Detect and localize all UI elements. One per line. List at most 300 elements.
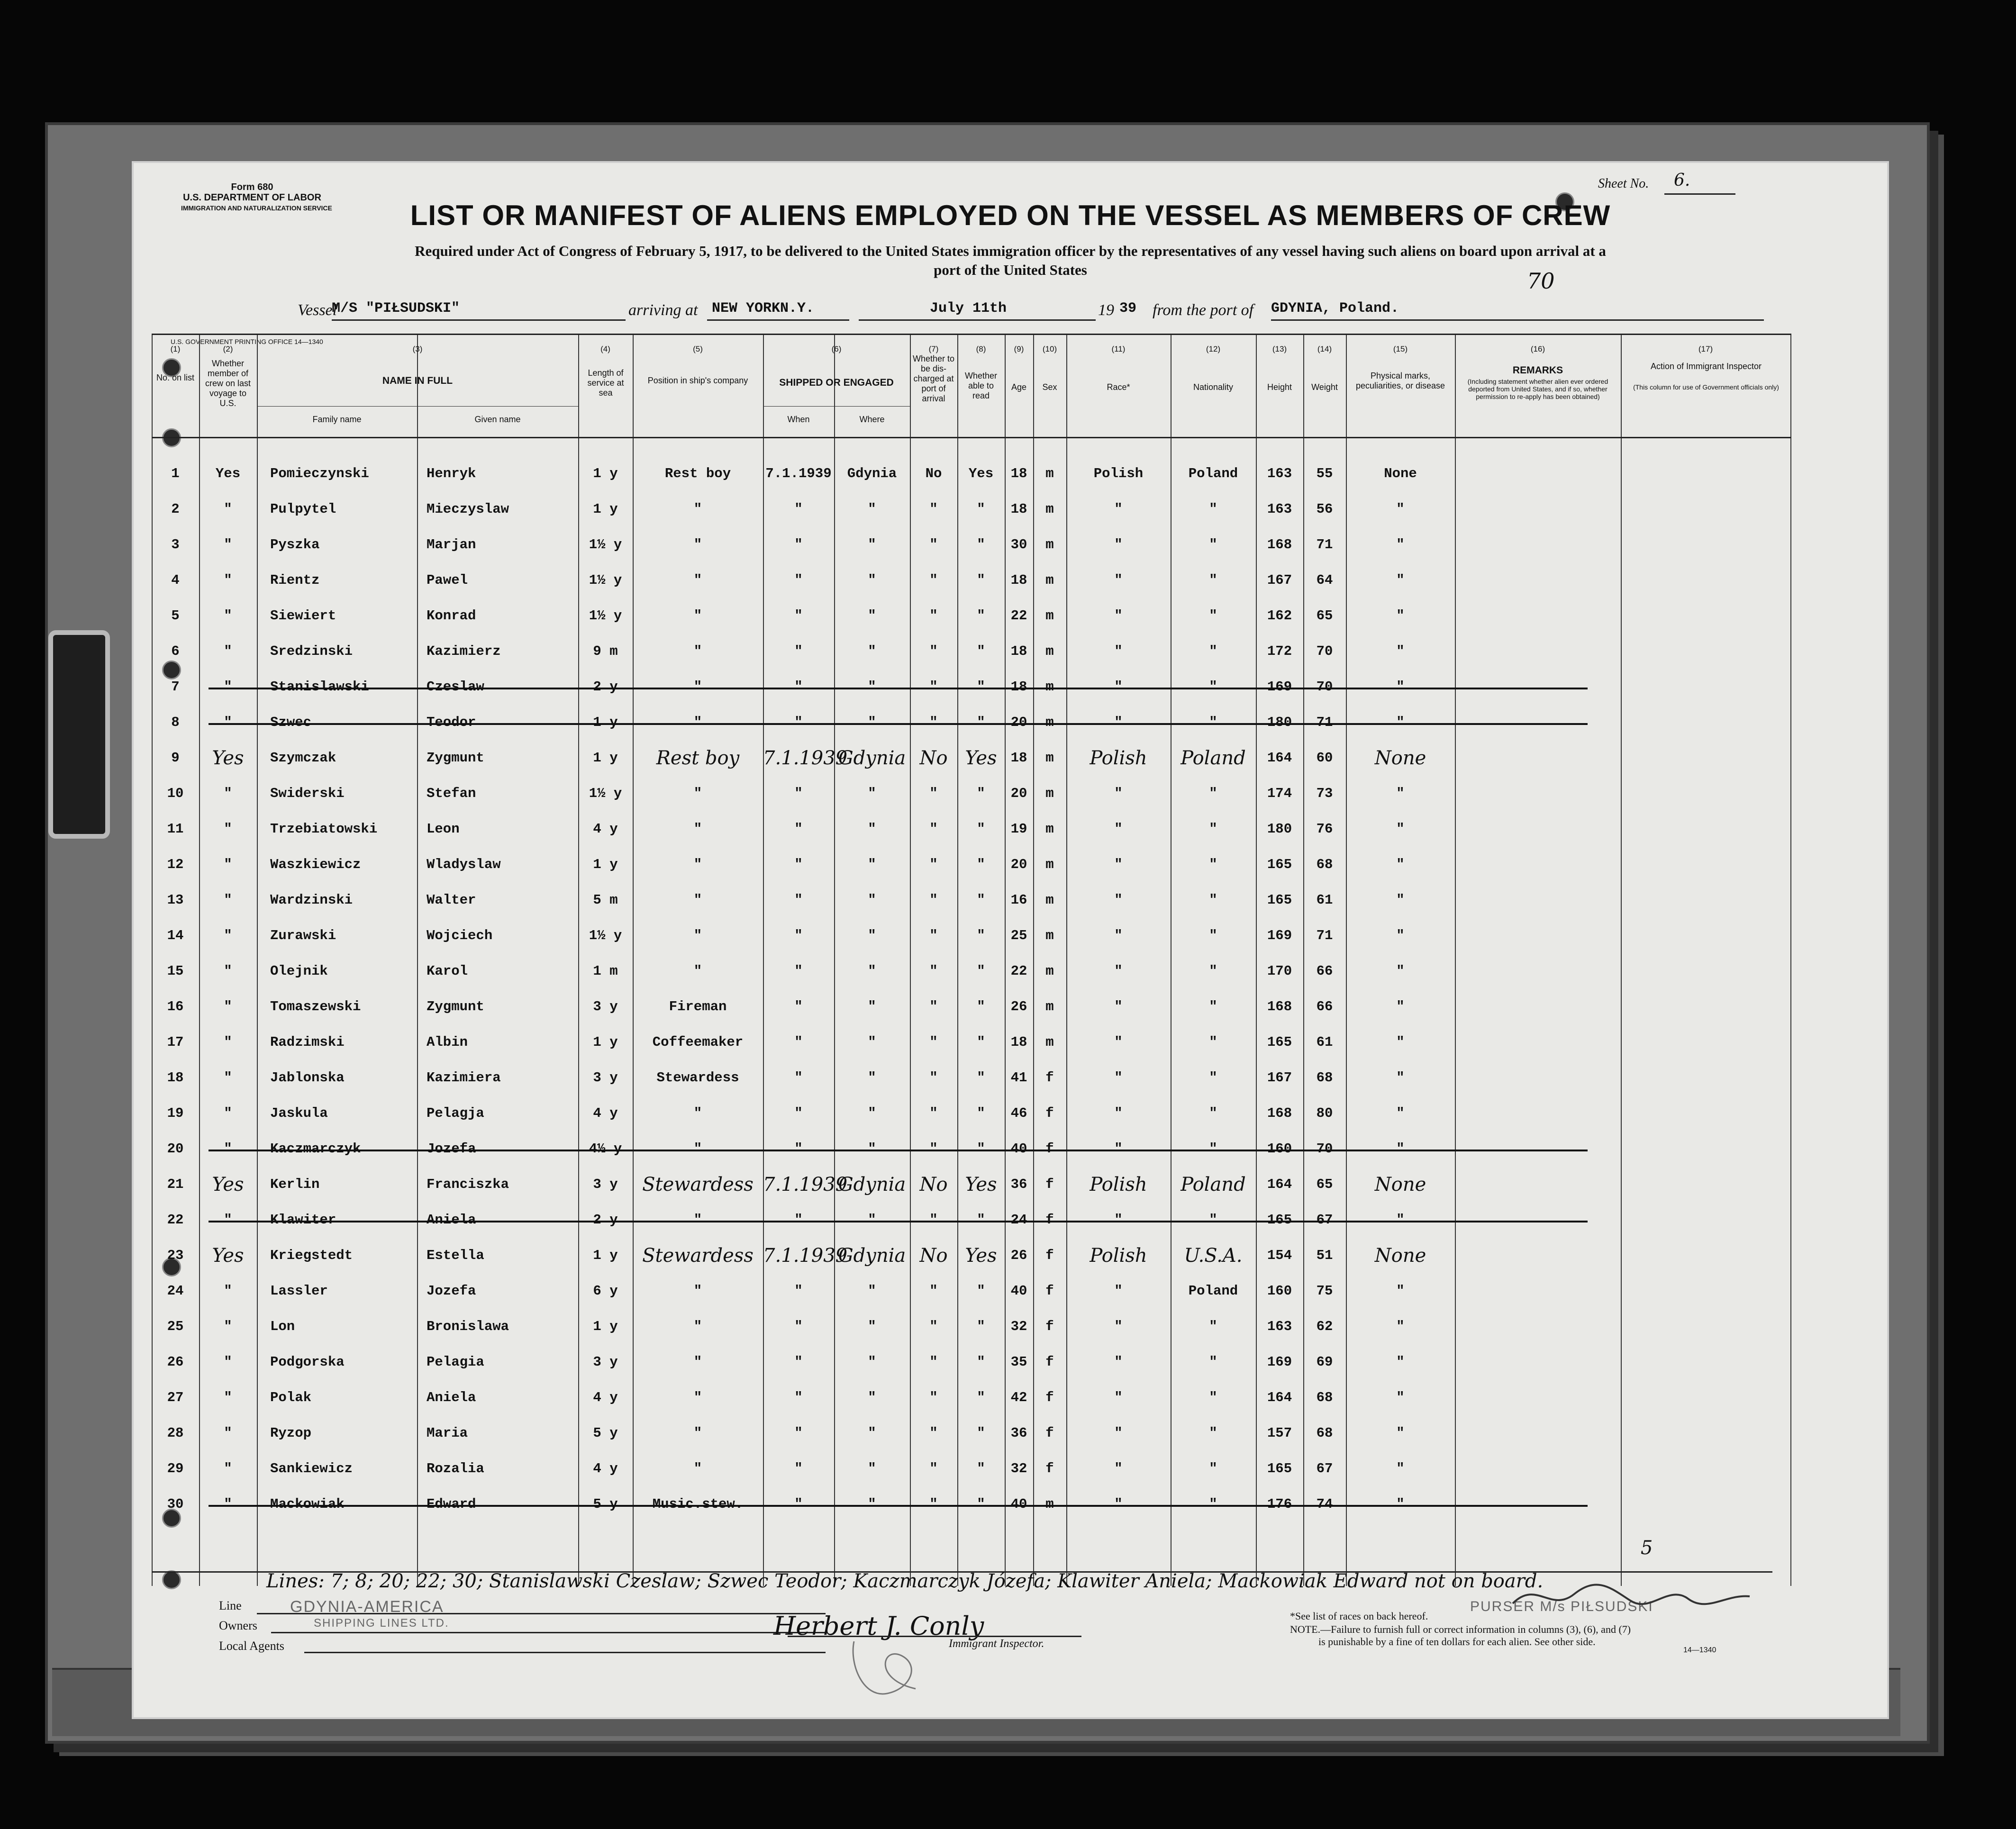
cell-position: " (693, 608, 702, 624)
table-row (152, 1349, 1791, 1376)
cell-when: " (794, 1070, 803, 1086)
cell-when: " (794, 1034, 803, 1050)
cell-no: 18 (167, 1070, 184, 1086)
cell-read: " (977, 892, 985, 908)
cell-when: " (794, 1461, 803, 1476)
header-remarks-detail: (Including statement whether alien ever ordered deported from United States, and if so, whether permission to re-apply has been obtained) (1467, 378, 1608, 400)
table-row (152, 461, 1791, 488)
cell-given: Aniela (427, 1390, 476, 1405)
cell-where: " (868, 1425, 876, 1441)
cell-no: 27 (167, 1390, 184, 1405)
cell-nat: Poland (1181, 747, 1246, 769)
col-num-14: (14) (1317, 344, 1332, 353)
cell-no: 7 (171, 679, 180, 695)
table-row (152, 1065, 1791, 1092)
cell-service: 3 y (593, 1177, 618, 1192)
cell-no: 21 (167, 1177, 184, 1192)
cell-disch: " (929, 572, 938, 588)
manifest-page (132, 161, 1889, 1719)
cell-weight: 68 (1316, 1070, 1333, 1086)
cell-age: 18 (1010, 1034, 1027, 1050)
cell-sex: m (1045, 999, 1054, 1014)
cell-weight: 64 (1316, 572, 1333, 588)
cell-nat: Poland (1181, 1174, 1246, 1195)
cell-height: 160 (1267, 1141, 1292, 1157)
cell-family: Rientz (270, 572, 320, 588)
cell-given: Konrad (427, 608, 476, 624)
cell-service: 4½ y (589, 1141, 622, 1157)
cell-member: " (224, 1496, 232, 1512)
cell-nat: " (1209, 1461, 1217, 1476)
cell-marks: None (1374, 747, 1426, 769)
header-height: Height (1267, 382, 1292, 392)
cell-sex: m (1045, 857, 1054, 872)
cell-no: 2 (171, 501, 180, 517)
header-sex: Sex (1042, 382, 1057, 392)
cell-race: " (1114, 786, 1123, 801)
cell-member: Yes (212, 747, 244, 769)
inspector-signature: Herbert J. Conly (773, 1611, 984, 1641)
cell-marks: " (1396, 892, 1405, 908)
cell-no: 20 (167, 1141, 184, 1157)
cell-when: " (794, 679, 803, 695)
cell-height: 162 (1267, 608, 1292, 624)
cell-family: Zurawski (270, 928, 336, 943)
cell-where: Gdynia (847, 466, 897, 481)
cell-height: 170 (1267, 963, 1292, 979)
cell-height: 172 (1267, 643, 1292, 659)
cell-disch: " (929, 1496, 938, 1512)
cell-member: " (224, 1034, 232, 1050)
cell-family: Kriegstedt (270, 1248, 353, 1263)
cell-service: 4 y (593, 1105, 618, 1121)
cell-weight: 70 (1316, 1141, 1333, 1157)
cell-service: 5 y (593, 1425, 618, 1441)
cell-weight: 68 (1316, 1425, 1333, 1441)
cell-disch: " (929, 1283, 938, 1299)
cell-service: 4 y (593, 821, 618, 837)
cell-disch: " (929, 537, 938, 552)
cell-member: " (224, 1354, 232, 1370)
cell-weight: 61 (1316, 1034, 1333, 1050)
cell-disch: No (925, 466, 942, 481)
cell-read: " (977, 1212, 985, 1228)
cell-where: " (868, 643, 876, 659)
cell-position: Stewardess (656, 1070, 739, 1086)
cell-race: " (1114, 537, 1123, 552)
cell-where: " (868, 786, 876, 801)
cell-nat: " (1209, 1212, 1217, 1228)
cell-member: " (224, 1212, 232, 1228)
cell-no: 9 (171, 750, 180, 766)
sheet-number: 6. (1674, 171, 1690, 190)
cell-family: Jablonska (270, 1070, 345, 1086)
cell-height: 180 (1267, 821, 1292, 837)
cell-read: " (977, 857, 985, 872)
strike-through-line (209, 1505, 1588, 1507)
header-discharged: Whether to be dis-charged at port of arrival (912, 354, 955, 403)
header-weight: Weight (1311, 382, 1338, 392)
table-row (152, 1100, 1791, 1128)
col-num-10: (10) (1042, 344, 1057, 353)
cell-where: " (868, 1496, 876, 1512)
cell-weight: 61 (1316, 892, 1333, 908)
cell-where: " (868, 1354, 876, 1370)
cell-sex: m (1045, 821, 1054, 837)
cell-nat: " (1209, 608, 1217, 624)
cell-height: 176 (1267, 1496, 1292, 1512)
cell-race: " (1114, 1425, 1123, 1441)
cell-race: " (1114, 1354, 1123, 1370)
cell-race: Polish (1090, 1245, 1147, 1267)
cell-disch: " (929, 1212, 938, 1228)
cell-where: " (868, 501, 876, 517)
cell-service: 1½ y (589, 928, 622, 943)
cell-sex: f (1045, 1141, 1054, 1157)
year-prefix: 19 (1098, 301, 1114, 319)
header-age: Age (1011, 382, 1027, 392)
cell-race: Polish (1093, 466, 1144, 481)
header-action-detail: (This column for use of Government officials only) (1633, 383, 1779, 391)
vessel-name: M/S "PIŁSUDSKI" (332, 300, 460, 317)
cell-no: 10 (167, 786, 184, 801)
cell-age: 19 (1010, 821, 1027, 837)
cell-nat: " (1209, 715, 1217, 730)
fine-note-line-1: NOTE.—Failure to furnish full or correct information in columns (3), (6), and (7) (1290, 1623, 1631, 1635)
cell-marks: " (1396, 1390, 1405, 1405)
cell-read: " (977, 786, 985, 801)
table-row (152, 1242, 1791, 1270)
strike-through-line (209, 1221, 1588, 1222)
cell-read: " (977, 1070, 985, 1086)
cell-marks: " (1396, 643, 1405, 659)
cell-no: 30 (167, 1496, 184, 1512)
cell-given: Franciszka (427, 1177, 509, 1192)
header-length-of-service: Length of service at sea (587, 368, 624, 398)
cell-disch: " (929, 1390, 938, 1405)
cell-age: 26 (1010, 1248, 1027, 1263)
col-num-12: (12) (1206, 344, 1221, 353)
cell-sex: f (1045, 1105, 1054, 1121)
cell-given: Pelagja (427, 1105, 484, 1121)
cell-sex: m (1045, 1496, 1054, 1512)
cell-weight: 67 (1316, 1212, 1333, 1228)
cell-no: 5 (171, 608, 180, 624)
cell-position: " (693, 963, 702, 979)
cell-position: Stewardess (642, 1245, 754, 1267)
col-num-2: (2) (223, 344, 233, 353)
cell-height: 180 (1267, 715, 1292, 730)
cell-weight: 56 (1316, 501, 1333, 517)
cell-family: Polak (270, 1390, 312, 1405)
vessel-label: Vessel (298, 301, 337, 319)
fine-note-line-2: is punishable by a fine of ten dollars for each alien. See other side. (1318, 1636, 1596, 1648)
cell-position: " (693, 1461, 702, 1476)
department-name: U.S. DEPARTMENT OF LABOR (183, 192, 321, 203)
cell-position: Fireman (669, 999, 727, 1014)
cell-sex: f (1045, 1283, 1054, 1299)
cell-height: 165 (1267, 1034, 1292, 1050)
cell-nat: " (1209, 857, 1217, 872)
subtitle-line-1: Required under Act of Congress of February 5, 1917, to be delivered to the United States immigration officer by the representatives of any vessel having such aliens on board upon arrival at a (415, 243, 1606, 259)
cell-given: Zygmunt (427, 750, 484, 766)
cell-when: 7.1.1939 (763, 1245, 848, 1267)
cell-service: 4 y (593, 1390, 618, 1405)
cell-weight: 62 (1316, 1319, 1333, 1334)
cell-height: 168 (1267, 1105, 1292, 1121)
cell-when: 7.1.1939 (763, 1174, 848, 1195)
cell-where: " (868, 1141, 876, 1157)
cell-member: " (224, 1105, 232, 1121)
cell-service: 1½ y (589, 537, 622, 552)
cell-given: Zygmunt (427, 999, 484, 1014)
cell-race: " (1114, 643, 1123, 659)
departure-port-line (1271, 319, 1764, 321)
cell-member: " (224, 821, 232, 837)
cell-family: Lassler (270, 1283, 328, 1299)
cell-age: 18 (1010, 750, 1027, 766)
sheet-number-line (1664, 193, 1735, 195)
cell-service: 3 y (593, 999, 618, 1014)
cell-height: 164 (1267, 1177, 1292, 1192)
cell-given: Kazimiera (427, 1070, 501, 1086)
cell-where: " (868, 857, 876, 872)
cell-given: Mieczyslaw (427, 501, 509, 517)
cell-height: 174 (1267, 786, 1292, 801)
table-row (152, 780, 1791, 808)
cell-service: 1 y (593, 1248, 618, 1263)
cell-service: 1½ y (589, 572, 622, 588)
cell-disch: " (929, 501, 938, 517)
cell-family: Stanislawski (270, 679, 369, 695)
table-row (152, 603, 1791, 630)
header-name-in-full: NAME IN FULL (382, 375, 453, 386)
cell-sex: m (1045, 786, 1054, 801)
cell-marks: " (1396, 821, 1405, 837)
cell-family: Kaczmarczyk (270, 1141, 361, 1157)
cell-disch: " (929, 1319, 938, 1334)
cell-family: Radzimski (270, 1034, 345, 1050)
cell-family: Sankiewicz (270, 1461, 353, 1476)
cell-given: Kazimierz (427, 643, 501, 659)
cell-position: " (693, 1354, 702, 1370)
agents-underline (304, 1652, 826, 1653)
cell-when: " (794, 1283, 803, 1299)
cell-race: " (1114, 1141, 1123, 1157)
cell-where: " (868, 715, 876, 730)
cell-disch: " (929, 679, 938, 695)
cell-service: 1 y (593, 1319, 618, 1334)
cell-weight: 74 (1316, 1496, 1333, 1512)
cell-nat: " (1209, 1390, 1217, 1405)
form-number: Form 680 (231, 182, 273, 192)
cell-no: 23 (167, 1248, 184, 1263)
cell-sex: m (1045, 501, 1054, 517)
cell-read: " (977, 1141, 985, 1157)
cell-weight: 68 (1316, 1390, 1333, 1405)
cell-service: 1 y (593, 1034, 618, 1050)
cell-service: 2 y (593, 1212, 618, 1228)
cell-age: 20 (1010, 857, 1027, 872)
cell-disch: " (929, 821, 938, 837)
cell-disch: No (919, 1174, 948, 1195)
cell-read: " (977, 999, 985, 1014)
arrival-date: July 11th (930, 300, 1007, 317)
cell-service: 5 y (593, 1496, 618, 1512)
cell-race: " (1114, 821, 1123, 837)
cell-sex: m (1045, 679, 1054, 695)
cell-family: Pulpytel (270, 501, 336, 517)
cell-height: 165 (1267, 892, 1292, 908)
cell-no: 29 (167, 1461, 184, 1476)
table-row (152, 851, 1791, 879)
cell-age: 18 (1010, 501, 1027, 517)
cell-sex: m (1045, 466, 1054, 481)
cell-no: 4 (171, 572, 180, 588)
owner-stamp-line-1: GDYNIA-AMERICA (290, 1598, 444, 1616)
cell-weight: 68 (1316, 857, 1333, 872)
cell-read: " (977, 643, 985, 659)
cell-given: Pelagia (427, 1354, 484, 1370)
cell-marks: " (1396, 1319, 1405, 1334)
cell-disch: " (929, 999, 938, 1014)
cell-family: Wardzinski (270, 892, 353, 908)
cell-given: Bronislawa (427, 1319, 509, 1334)
cell-nat: " (1209, 1105, 1217, 1121)
cell-position: " (693, 1390, 702, 1405)
cell-weight: 76 (1316, 821, 1333, 837)
cell-member: " (224, 679, 232, 695)
cell-height: 165 (1267, 857, 1292, 872)
cell-member: " (224, 1141, 232, 1157)
cell-disch: " (929, 715, 938, 730)
cell-no: 11 (167, 821, 184, 837)
cell-age: 35 (1010, 1354, 1027, 1370)
cell-member: " (224, 928, 232, 943)
cell-age: 32 (1010, 1461, 1027, 1476)
cell-when: " (794, 857, 803, 872)
cell-member: " (224, 572, 232, 588)
cell-marks: None (1374, 1174, 1426, 1195)
cell-position: " (693, 1425, 702, 1441)
cell-weight: 69 (1316, 1354, 1333, 1370)
cell-disch: " (929, 1141, 938, 1157)
table-row (152, 1278, 1791, 1305)
cell-height: 168 (1267, 537, 1292, 552)
cell-given: Jozefa (427, 1283, 476, 1299)
cell-sex: f (1045, 1461, 1054, 1476)
cell-race: " (1114, 1070, 1123, 1086)
cell-position: " (693, 1319, 702, 1334)
printer-mark: U.S. GOVERNMENT PRINTING OFFICE 14—1340 (171, 338, 323, 345)
cell-disch: " (929, 786, 938, 801)
crew-manifest-table (152, 334, 1791, 1586)
cell-given: Wladyslaw (427, 857, 501, 872)
cell-sex: m (1045, 572, 1054, 588)
cell-where: " (868, 892, 876, 908)
cell-sex: m (1045, 608, 1054, 624)
departure-port: GDYNIA, Poland. (1271, 300, 1399, 317)
cell-service: 3 y (593, 1354, 618, 1370)
cell-age: 18 (1010, 572, 1027, 588)
cell-service: 1 y (593, 750, 618, 766)
cell-given: Edward (427, 1496, 476, 1512)
col-num-9: (9) (1014, 344, 1024, 353)
cell-when: " (794, 537, 803, 552)
cell-when: " (794, 1212, 803, 1228)
cell-when: " (794, 1496, 803, 1512)
cell-age: 18 (1010, 466, 1027, 481)
cell-position: " (693, 786, 702, 801)
cell-nat: " (1209, 892, 1217, 908)
cell-member: " (224, 1070, 232, 1086)
sheet-label: Sheet No. (1598, 176, 1649, 191)
cell-nat: " (1209, 537, 1217, 552)
cell-nat: " (1209, 1425, 1217, 1441)
cell-family: Pyszka (270, 537, 320, 552)
cell-when: " (794, 821, 803, 837)
cell-sex: f (1045, 1390, 1054, 1405)
cell-nat: " (1209, 572, 1217, 588)
service-name: IMMIGRATION AND NATURALIZATION SERVICE (181, 204, 332, 212)
cell-marks: " (1396, 786, 1405, 801)
cell-given: Leon (427, 821, 460, 837)
cell-where: " (868, 821, 876, 837)
manifest-title: LIST OR MANIFEST OF ALIENS EMPLOYED ON THE VESSEL AS MEMBERS OF CREW (410, 199, 1611, 231)
cell-no: 8 (171, 715, 180, 730)
cell-marks: " (1396, 999, 1405, 1014)
cell-marks: " (1396, 501, 1405, 517)
cell-where: " (868, 1070, 876, 1086)
cell-nat: " (1209, 1354, 1217, 1370)
cell-race: " (1114, 963, 1123, 979)
header-given-name: Given name (474, 415, 521, 424)
cell-when: 7.1.1939 (765, 466, 832, 481)
cell-where: " (868, 537, 876, 552)
cell-sex: f (1045, 1319, 1054, 1334)
cell-where: " (868, 963, 876, 979)
cell-read: " (977, 1390, 985, 1405)
cell-weight: 65 (1316, 1177, 1333, 1192)
cell-read: " (977, 715, 985, 730)
cell-given: Stefan (427, 786, 476, 801)
header-position: Position in ship's company (647, 376, 748, 385)
cell-no: 17 (167, 1034, 184, 1050)
table-row (152, 994, 1791, 1021)
cell-position: Stewardess (642, 1174, 754, 1195)
cell-age: 22 (1010, 963, 1027, 979)
cell-sex: f (1045, 1248, 1054, 1263)
header-able-to-read: Whether able to read (964, 371, 998, 400)
cell-read: " (977, 679, 985, 695)
cell-position: " (693, 537, 702, 552)
cell-nat: Poland (1188, 466, 1238, 481)
cell-family: Kerlin (270, 1177, 320, 1192)
cell-disch: " (929, 963, 938, 979)
cell-race: " (1114, 1390, 1123, 1405)
cell-service: 3 y (593, 1070, 618, 1086)
table-row (152, 1207, 1791, 1234)
cell-no: 1 (171, 466, 180, 481)
cell-disch: " (929, 1034, 938, 1050)
cell-read: " (977, 572, 985, 588)
cell-nat: " (1209, 999, 1217, 1014)
cell-sex: f (1045, 1177, 1054, 1192)
cell-race: " (1114, 1283, 1123, 1299)
cell-weight: 71 (1316, 928, 1333, 943)
table-row (152, 958, 1791, 986)
cell-when: " (794, 963, 803, 979)
